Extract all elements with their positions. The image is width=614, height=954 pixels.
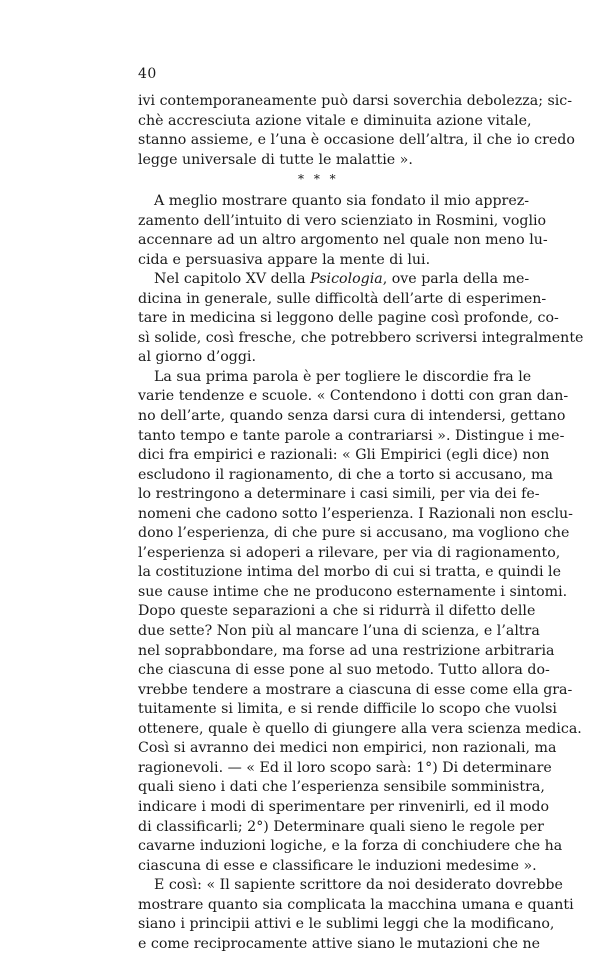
text-line: stanno assieme, e l’una è occasione dell’altra, il che io credo <box>138 132 575 149</box>
text-line: E così: « Il sapiente scrittore da noi desiderato dovrebbe <box>154 877 563 894</box>
text-line: tuitamente si limita, e si rende difficile lo scopo che vuolsi <box>138 701 557 718</box>
text-line: ciascuna di esse e classificare le induzioni medesime ». <box>138 857 537 874</box>
text-line: La sua prima parola è per togliere le discordie fra le <box>154 368 532 385</box>
text-line: ottenere, quale è quello di giungere alla vera scienza medica. <box>138 720 582 737</box>
text-line: zamento dell’intuito di vero scienziato in Rosmini, voglio <box>138 212 547 229</box>
text-line: ragionevoli. — « Ed il loro scopo sarà: 1°) Di determinare <box>138 759 552 776</box>
paragraph-continuation <box>138 92 575 170</box>
text-line: dicina in generale, sulle difficoltà dell’arte di esperimen- <box>138 290 547 307</box>
text-line: nomeni che cadono sotto l’esperienza. I Razionali non esclu- <box>138 505 573 522</box>
text-line: che ciascuna di esse pone al suo metodo. Tutto allora do- <box>138 662 550 679</box>
text-line: escludono il ragionamento, di che a torto si accusano, ma <box>138 466 553 483</box>
text-line: A meglio mostrare quanto sia fondato il mio apprez- <box>154 193 529 209</box>
text-line: quali sieno i dati che l’esperienza sensibile somministra, <box>138 779 545 796</box>
text-line: dono l’esperienza, di che pure si accusano, ma vogliono che <box>138 525 570 542</box>
section-separator: * * * <box>298 172 339 186</box>
text-line: l’esperienza si adoperi a rilevare, per via di ragionamento, <box>138 544 561 561</box>
text-line: tanto tempo e tante parole a contrariarsi ». Distingue i me- <box>138 427 565 444</box>
text-line: tare in medicina si leggono delle pagine così profonde, co- <box>138 310 559 327</box>
text-line: legge universale di tutte le malattie ». <box>138 151 413 168</box>
main-text <box>138 192 584 954</box>
text-line: al giorno d’oggi. <box>138 349 256 366</box>
text-line: vrebbe tendere a mostrare a ciascuna di esse come ella gra- <box>138 681 573 698</box>
text-line: e come reciprocamente attive siano le mutazioni che ne <box>138 935 541 952</box>
text-line: lo restringono a determinare i casi simili, per via dei fe- <box>138 486 540 503</box>
text-line: nel soprabbondare, ma forse ad una restrizione arbitraria <box>138 642 555 659</box>
text-line: Così si avranno dei medici non empirici, non razionali, ma <box>138 740 557 757</box>
text-line: accennare ad un altro argomento nel quale non meno lu- <box>138 232 548 249</box>
text-line: sì solide, così fresche, che potrebbero scriversi integralmente <box>138 329 584 346</box>
text-line: mostrare quanto sia complicata la macchina umana e quanti <box>138 896 574 913</box>
text-line: dici fra empirici e razionali: « Gli Empirici (egli dice) non <box>138 447 550 464</box>
text-line: di classificarli; 2°) Determinare quali sieno le regole per <box>138 818 544 835</box>
page-number: 40 <box>138 66 157 82</box>
text-line: chè accresciuta azione vitale e diminuita azione vitale, <box>138 112 532 129</box>
text-line: ivi contemporaneamente può darsi soverchia debolezza; sic- <box>138 93 573 109</box>
text-line: Dopo queste separazioni a che si ridurrà il difetto delle <box>138 603 536 620</box>
text-line: indicare i modi di sperimentare per rinvenirli, ed il modo <box>138 798 549 815</box>
text-line: la costituzione intima del morbo di cui si tratta, e quindi le <box>138 564 561 581</box>
text-line: cavarne induzioni logiche, e la forza di conchiudere che ha <box>138 838 563 855</box>
text-line: due sette? Non più al mancare l’una di scienza, e l’altra <box>138 623 540 640</box>
text-line: varie tendenze e scuole. « Contendono i dotti con gran dan- <box>138 388 569 405</box>
text-line: Nel capitolo XV della Psicologia, ove parla della me- <box>154 271 530 288</box>
text-line: no dell’arte, quando senza darsi cura di intendersi, gettano <box>138 408 566 425</box>
text-line: cida e persuasiva appare la mente di lui. <box>138 251 431 268</box>
text-line: siano i principii attivi e le sublimi leggi che la modificano, <box>138 916 555 933</box>
book-title: Psicologia <box>310 271 383 288</box>
text-line: sue cause intime che ne producono esternamente i sintomi. <box>138 583 568 600</box>
